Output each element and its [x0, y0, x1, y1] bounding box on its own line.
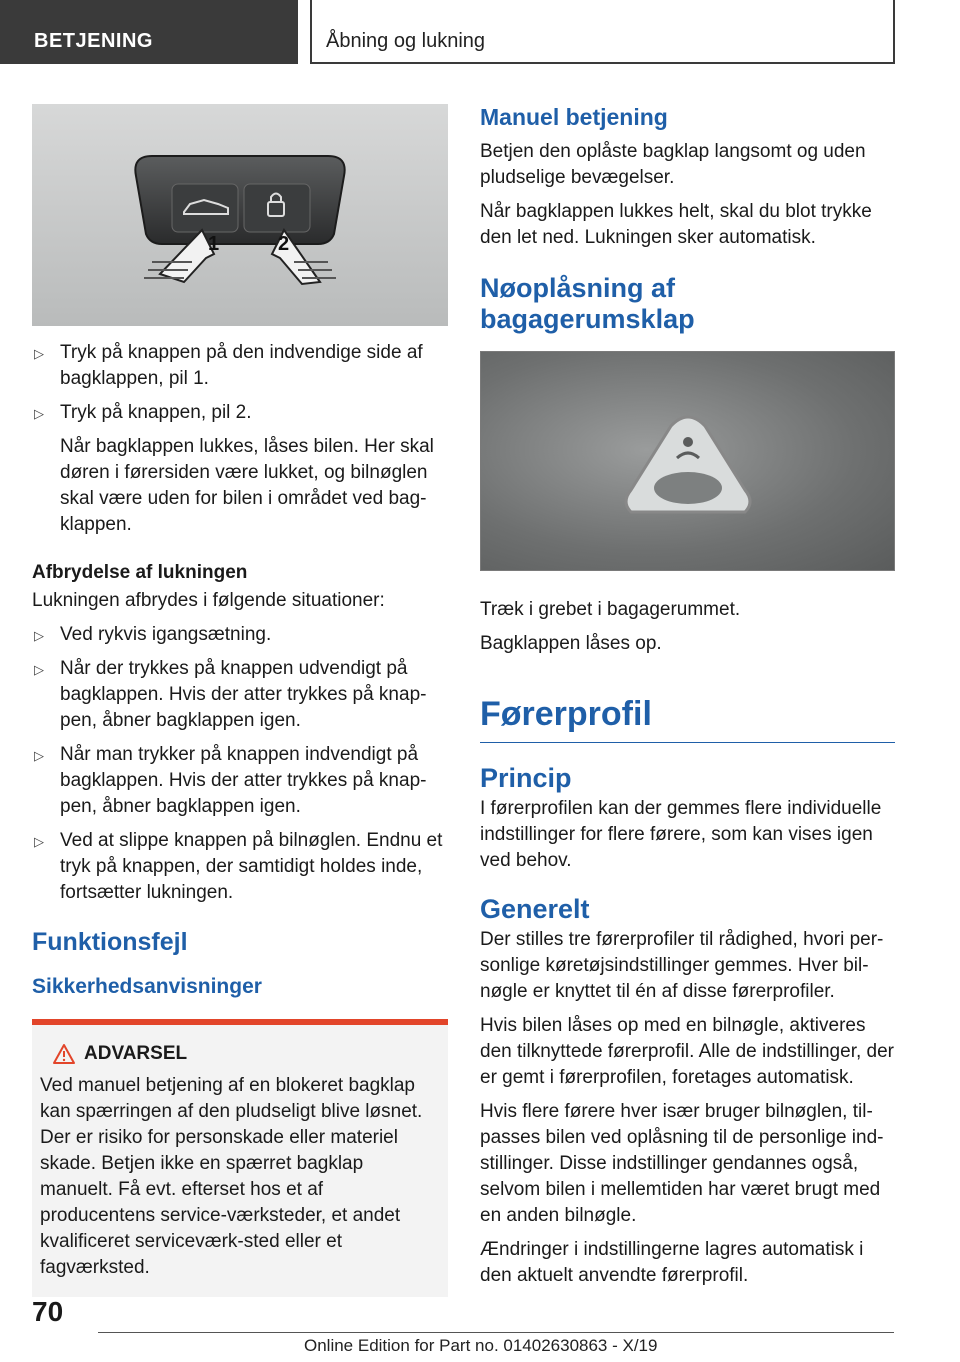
list-item: ▷ Ved at slippe knappen på bilnøglen. Endnu et tryk på knappen, der samtidigt holdes inde, fortsætter lukningen.: [34, 830, 443, 903]
lock-button-graphic: [244, 184, 310, 232]
manual-paragraph-2: Når bagklappen lukkes helt, skal du blot trykke den let ned. Lukningen sker automatisk.: [480, 201, 872, 248]
triangle-bullet-icon: ▷: [34, 628, 44, 643]
manual-heading: Manuel betjening: [480, 104, 668, 130]
triangle-bullet-icon: ▷: [34, 834, 44, 849]
chapter-title: Åbning og lukning: [310, 0, 895, 64]
emergency-paragraph-2: Bagklappen låses op.: [480, 633, 662, 654]
general-paragraph-2: Hvis bilen låses op med en bilnøgle, aktiveres den tilknyttede førerprofil. Alle de indstillinger, der er gemt i førerprofilen, foretages automatisk.: [480, 1015, 894, 1088]
general-paragraph-4: Ændringer i indstillingerne lagres automatisk i den aktuelt anvendte førerprofil.: [480, 1239, 864, 1286]
triangle-bullet-icon: ▷: [34, 406, 44, 421]
tailgate-buttons-illustration: [32, 104, 448, 326]
safety-heading: Sikkerhedsanvisninger: [32, 975, 262, 998]
left-column: [32, 104, 448, 1297]
list-item: ▷ Ved rykvis igangsætning.: [32, 622, 448, 648]
section-label: BETJENING: [0, 0, 298, 64]
manual-paragraph-1: Betjen den oplåste bagklap langsomt og uden pludselige bevægelser.: [480, 141, 866, 188]
general-paragraph-3: Hvis flere førere hver især bruger bilnøglen, til-passes bilen ved oplåsning til de personlige ind-stillinger. Disse indstillinger gendannes også, selvom bilen i mellemtiden har været brugt med en anden bilnøgle.: [480, 1101, 884, 1226]
warning-title: ADVARSEL: [84, 1043, 188, 1064]
warning-header: [52, 1043, 438, 1065]
interrupt-heading: Afbrydelse af lukningen: [32, 562, 248, 583]
emergency-heading: Nøoplåsning af bagagerumsklap: [480, 273, 695, 334]
page-number: 70: [32, 1296, 64, 1327]
triangle-bullet-icon: ▷: [34, 748, 44, 763]
principle-paragraph: I førerprofilen kan der gemmes flere individuelle indstillinger for flere førere, som kan vises igen ved behov.: [480, 798, 882, 871]
warning-triangle-icon: [52, 1043, 76, 1065]
interrupt-intro: Lukningen afbrydes i følgende situationer:: [32, 590, 385, 611]
triangle-bullet-icon: ▷: [34, 346, 44, 361]
principle-heading: Princip: [480, 763, 572, 793]
emergency-paragraph-1: Træk i grebet i bagagerummet.: [480, 599, 741, 620]
interrupt-list: [32, 622, 448, 906]
arrow-label-2: 2: [278, 233, 290, 255]
person-icon: [683, 437, 693, 447]
edition-note: Online Edition for Part no. 01402630863 - X/19: [304, 1336, 658, 1355]
tailgate-buttons-image: [32, 104, 448, 326]
close-steps-list: [32, 340, 448, 538]
page-header: [0, 0, 960, 66]
profile-heading: Førerprofil: [480, 695, 895, 743]
fault-heading: Funktionsfejl: [32, 928, 188, 956]
warning-body: Ved manuel betjening af en blokeret bagklap kan spærringen af den pludseligt blive løsnet. Der er risiko for personskade eller materiel skade. Betjen ikke en spærret bagklap manuelt. Få evt. efterset hos et af producentens service-værksteder, et andet kvalificeret serviceværk-sted eller et fagværksted.: [40, 1075, 423, 1278]
warning-box: [32, 1019, 448, 1297]
footer-divider: [98, 1332, 894, 1333]
general-heading: Generelt: [480, 894, 590, 924]
arrow-label-1: 1: [208, 233, 220, 255]
emergency-release-image: [480, 351, 895, 571]
list-item: ▷ Når man trykker på knappen indvendigt på bagklappen. Hvis der atter trykkes på knap-pen, åbner bagklappen igen.: [34, 744, 427, 817]
list-item: ▷ Tryk på knappen, pil 2. Når bagklappen lukkes, låses bilen. Her skal døren i førersiden være lukket, og bilnøglen skal være uden for bilen i området ved bag-klappen.: [34, 402, 434, 535]
general-paragraph-1: Der stilles tre førerprofiler til rådighed, hvori per-sonlige køretøjsindstillinger gemmes. Hver bil-nøgle er knyttet til én af disse førerprofiler.: [480, 929, 884, 1002]
list-item: ▷ Når der trykkes på knappen udvendigt på bagklappen. Hvis der atter trykkes på knap-pen, åbner bagklappen igen.: [34, 658, 427, 731]
triangle-bullet-icon: ▷: [34, 662, 44, 677]
list-item: ▷ Tryk på knappen på den indvendige side af bagklappen, pil 1.: [34, 342, 423, 389]
right-column: [480, 104, 895, 1289]
emergency-release-illustration: [481, 352, 895, 571]
